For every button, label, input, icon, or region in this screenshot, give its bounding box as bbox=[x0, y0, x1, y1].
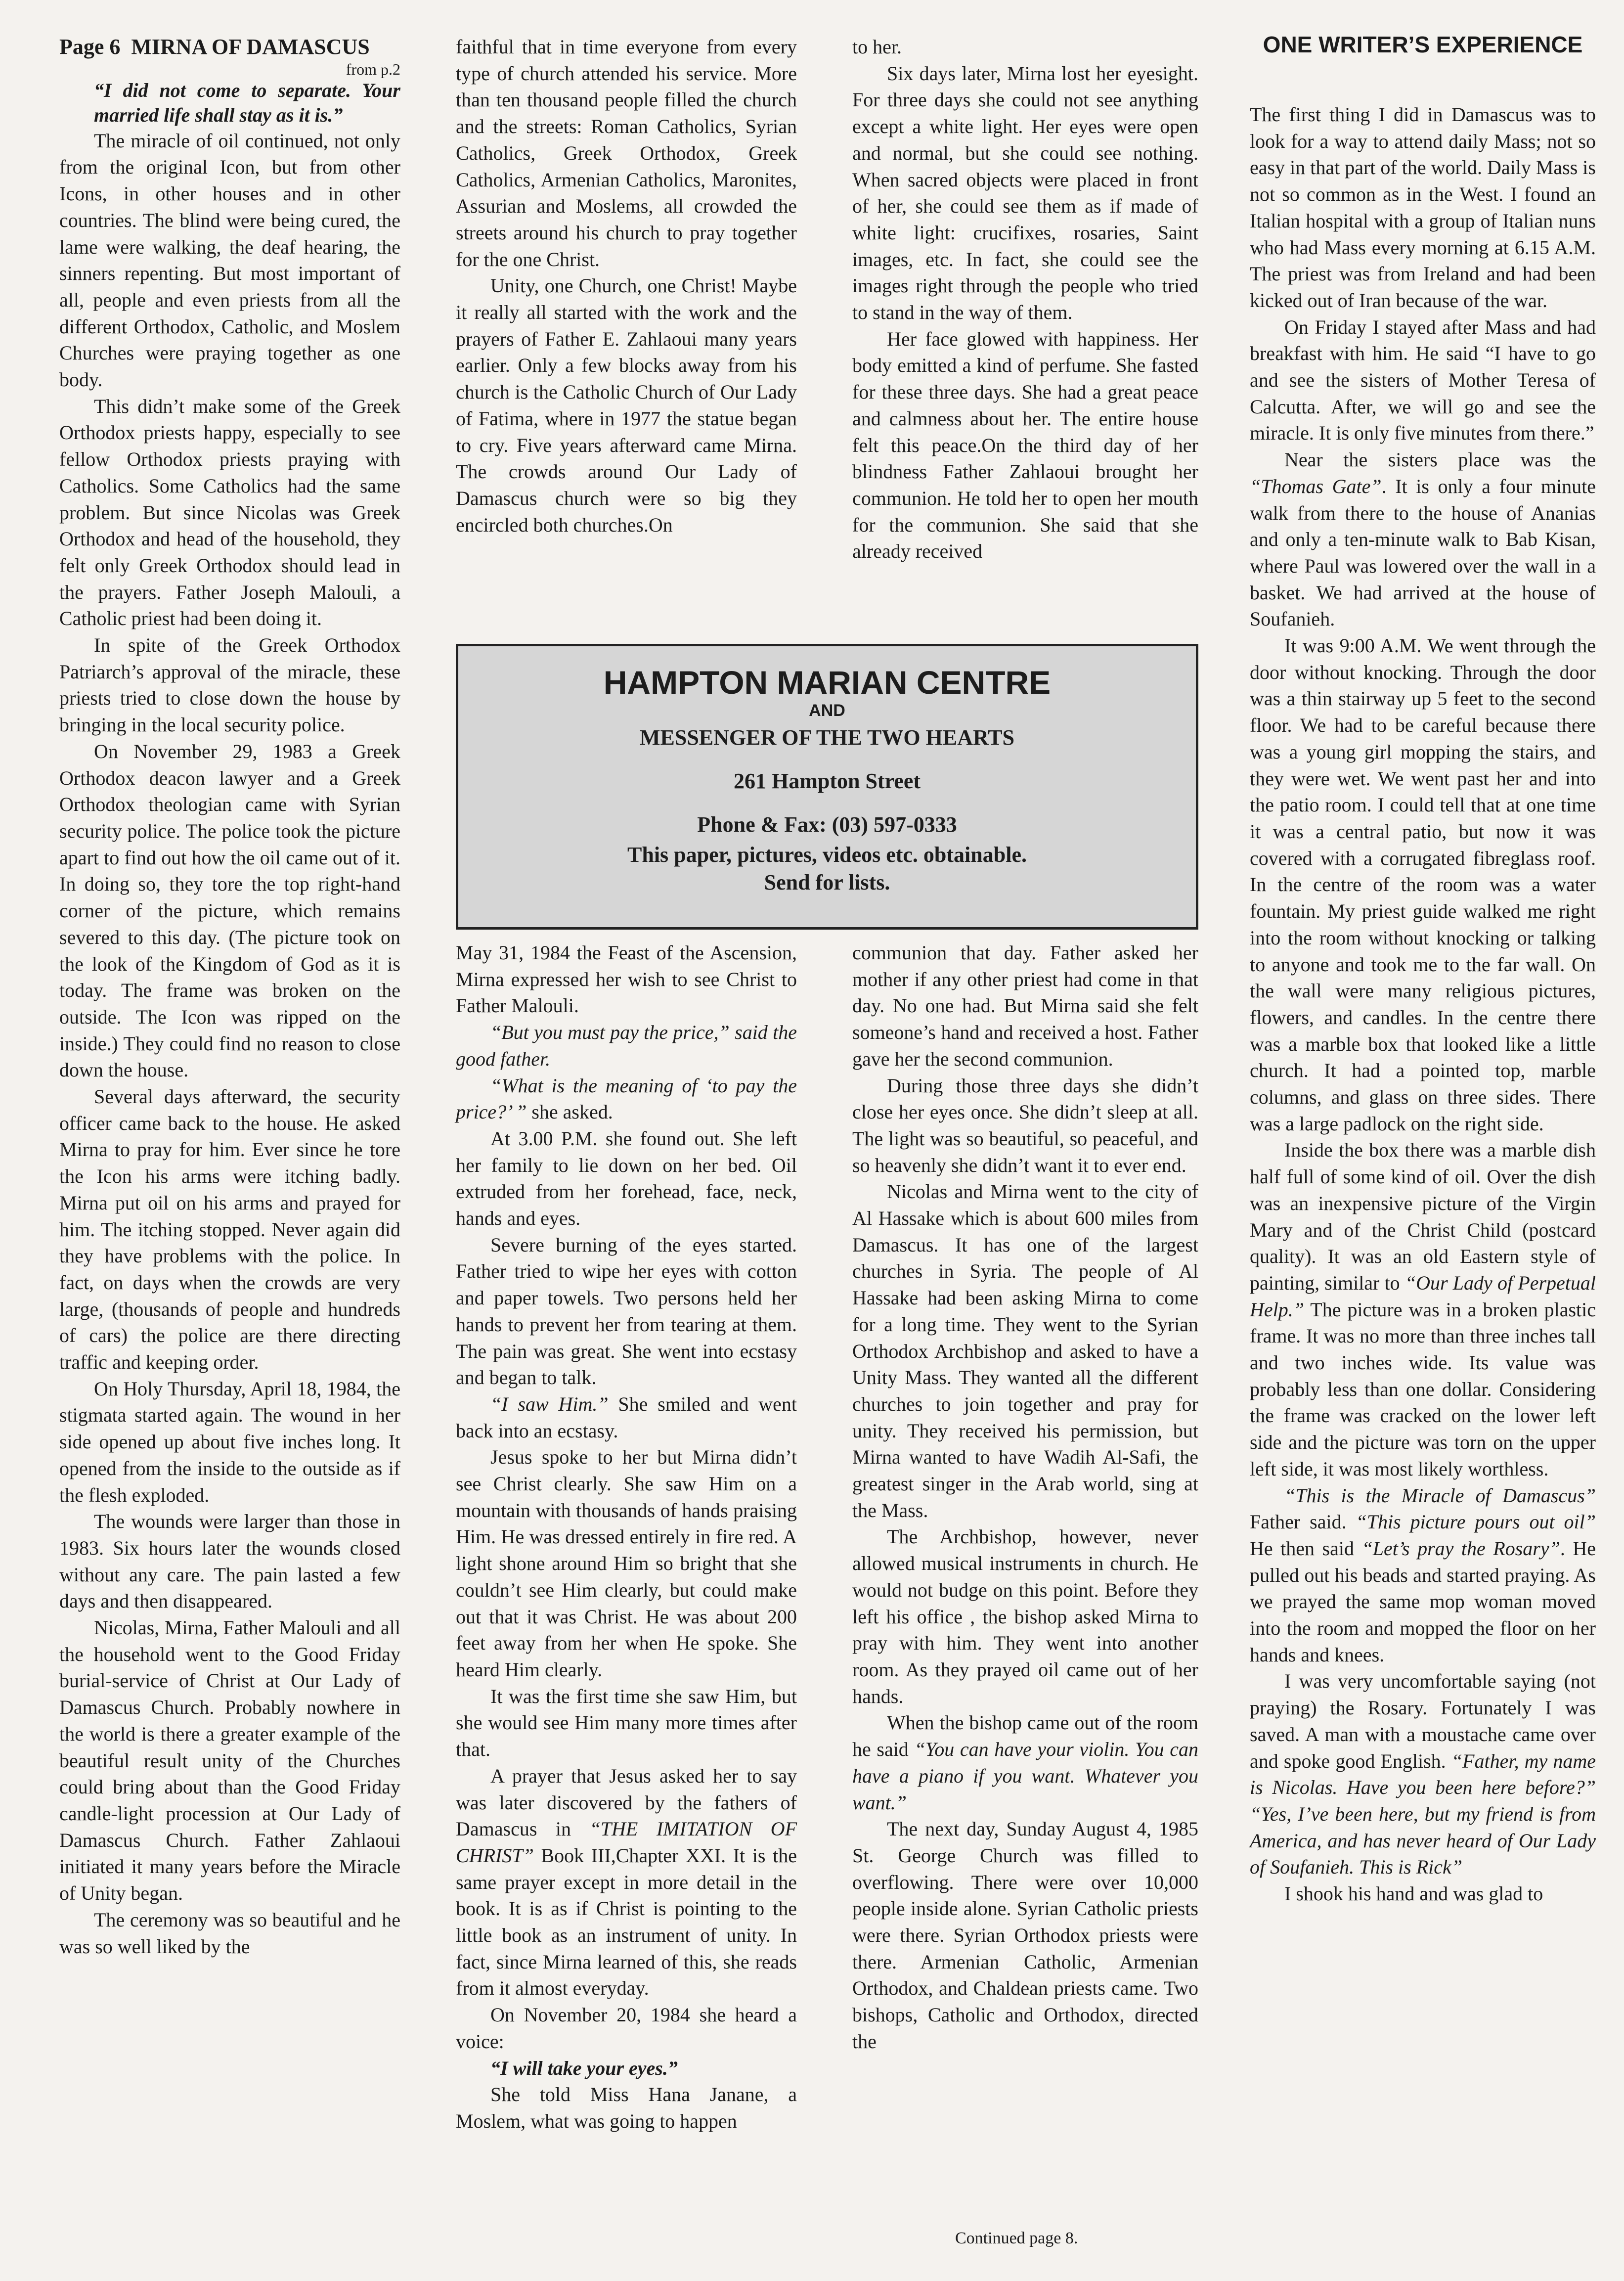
ad-subtitle: MESSENGER OF THE TWO HEARTS bbox=[639, 725, 1015, 750]
paragraph: This didn’t make some of the Greek Orthodox priests happy, especially to see fellow Orthodox priests praying with Catholics. Some Catholics had the same problem. But since Nicolas was Greek Orthodox and head of the household, they felt only Greek Orthodox should lead in the prayers. Father Joseph Malouli, a Catholic priest had been doing it. bbox=[59, 395, 400, 630]
paragraph: A prayer that Jesus asked her to say was later discovered by the fathers of Damascus in “THE IMITATION OF CHRIST” Book III,Chapter XXI. It is the same prayer except in more detail in the book. It is as if Christ is pointing to the little book as an instrument of unity. In fact, since Mirna learned of this, she reads from it almost everyday. bbox=[456, 1764, 797, 2000]
paragraph: Near the sisters place was the “Thomas Gate”. It is only a four minute walk from there to the house of Ananias and only a ten-minute walk to Bab Kisan, where Paul was lowered over the wall in a basket. We had arrived at the house of Soufanieh. bbox=[1250, 448, 1596, 630]
ad-phone: Phone & Fax: (03) 597-0333 bbox=[697, 812, 957, 837]
paragraph: During those three days she didn’t close her eyes once. She didn’t sleep at all. The light was so beautiful, so peaceful, and so heavenly she didn’t want it to ever end. bbox=[852, 1074, 1198, 1176]
column-3-bottom bbox=[852, 939, 1198, 2055]
paragraph: On Friday I stayed after Mass and had breakfast with him. He said “I have to go and see the sisters of Mother Teresa of Calcutta. After, we will go and see the miracle. It is only five minutes from there.” bbox=[1250, 315, 1596, 445]
paragraph: At 3.00 P.M. she found out. She left her family to lie down on her bed. Oil extruded from her forehead, face, neck, hands and eyes. bbox=[456, 1127, 797, 1230]
quote-italic: “Our Lady of Perpetual Help.” bbox=[1250, 1271, 1596, 1321]
page-folio bbox=[59, 34, 400, 60]
pull-quote: “I did not come to separate. Your married life shall stay as it is.” bbox=[94, 79, 400, 126]
quote bbox=[456, 2055, 797, 2082]
paragraph: “What is the meaning of ‘to pay the price?’ ” she asked. bbox=[456, 1074, 797, 1123]
quote-italic: “You can have your violin. You can have a piano if you want. Whatever you want.” bbox=[852, 1738, 1198, 1814]
paragraph: I was very uncomfortable saying (not praying) the Rosary. Fortunately I was saved. A man with a moustache came over and spoke good English. “Father, my name is Nicolas. Have you been here before?” “Yes, I’ve been here, but my friend is from America, and has never heard of Our Lady of Soufanieh. This is Rick” bbox=[1250, 1670, 1596, 1878]
quote-italic: “Thomas Gate” bbox=[1250, 475, 1382, 497]
ad-send-lists: Send for lists. bbox=[764, 870, 890, 895]
paragraph: Her face glowed with happiness. Her body emitted a kind of perfume. She fasted for these three days. She had a great peace and calmness about her. The entire house felt this peace.On the third day of her blindness Father Zahlaoui brought her communion. He told her to open her mouth for the communion. She said that she already received bbox=[852, 327, 1198, 563]
paragraph: Nicolas and Mirna went to the city of Al Hassake which is about 600 miles from Damascus. It has one of the largest churches in Syria. The people of Al Hassake had been asking Mirna to come for a long time. They went to the Syrian Orthodox Archbishop and asked to have a Unity Mass. They wanted all the different churches to join together and pray for unity. They received his permission, but Mirna wanted to have Wadih Al-Safi, the greatest singer in the Arab world, sing at the Mass. bbox=[852, 1180, 1198, 1521]
paragraph: The wounds were larger than those in 1983. Six hours later the wounds closed without any care. The pain lasted a few days and then disappeared. bbox=[59, 1510, 400, 1612]
book-title: “THE IMITATION OF CHRIST” bbox=[456, 1818, 797, 1867]
paragraph: On Holy Thursday, April 18, 1984, the stigmata started again. The wound in her side opened up about five inches long. It opened from the inside to the outside as if the flesh exploded. bbox=[59, 1377, 400, 1506]
paragraph: The next day, Sunday August 4, 1985 St. George Church was filled to overflowing. There were over 10,000 people inside alone. Syrian Catholic priests were there. Syrian Orthodox priests were there. Armenian Catholic, Armenian Orthodox, and Chaldean priests came. Two bishops, Catholic and Orthodox, directed the bbox=[852, 1818, 1198, 2053]
paragraph: Unity, one Church, one Christ! Maybe it really all started with the work and the prayers of Father E. Zahlaoui many years earlier. Only a few blocks away from his church is the Catholic Church of Our Lady of Fatima, where in 1977 the statue began to cry. Five years afterward came Mirna. The crowds around Our Lady of Damascus church were so big they encircled both churches.On bbox=[456, 274, 797, 536]
paragraph: Severe burning of the eyes started. Father tried to wipe her eyes with cotton and paper towels. Two persons held her hands to prevent her from tearing at them. The pain was great. She went into ecstasy and began to talk. bbox=[456, 1233, 797, 1389]
paragraph: On November 20, 1984 she heard a voice: bbox=[456, 2004, 797, 2053]
page-number: Page 6 bbox=[59, 35, 121, 59]
paragraph: It was 9:00 A.M. We went through the door without knocking. Through the door was a thin stairway up 5 feet to the second floor. We had to be careful because there was a young girl mopping the stairs, and they were wet. We went past her and into the patio room. I could tell that at one time it was a central patio, but now it was covered with a corrugated fibreglass roof. In the centre of the room was a water fountain. My priest guide walked me right into the room without knocking or talking to anyone and took me to the far wall. On the wall were many religious pictures, flowers, and candles. In the centre there was a marble box that looked like a little church. It had a pointed top, marble columns, and glass on three sides. There was a large padlock on the right side. bbox=[1250, 634, 1596, 1135]
paragraph: Several days afterward, the security officer came back to the house. He asked Mirna to pray for him. Ever since he tore the Icon his arms were itching badly. Mirna put oil on his arms and prayed for him. The itching stopped. Never again did they have problems with the police. In fact, on days when the crowds are very large, (thousands of people and hundreds of cars) the police are there directing traffic and keeping order. bbox=[59, 1085, 400, 1374]
paragraph: Jesus spoke to her but Mirna didn’t see Christ clearly. She saw Him on a mountain with thousands of hands praising Him. He was dressed entirely in fire red. A light shone around Him so bright that she couldn’t see Him clearly, but could make out that it was Christ. He was about 200 feet away from her when He spoke. She heard Him clearly. bbox=[456, 1446, 797, 1681]
paragraph: When the bishop came out of the room he said “You can have your violin. You can have a piano if you want. Whatever you want.” bbox=[852, 1711, 1198, 1814]
paragraph: to her. bbox=[852, 36, 902, 58]
advertisement-box bbox=[456, 644, 1198, 930]
ad-address: 261 Hampton Street bbox=[733, 769, 921, 793]
sidebar-heading: ONE WRITER’S EXPERIENCE bbox=[1263, 32, 1583, 57]
quote: “But you must pay the price,” said the good father. bbox=[456, 1021, 797, 1070]
paragraph: communion that day. Father asked her mother if any other priest had come in that day. No one had. But Mirna said she felt someone’s hand and received a host. Father gave her the second communion. bbox=[852, 941, 1198, 1070]
voice-quote: “I will take your eyes.” bbox=[490, 2057, 678, 2079]
paragraph: The Archbishop, however, never allowed musical instruments in church. He would not budge on this point. Before they left his office , the bishop asked Mirna to pray with him. They went into another room. As they prayed oil came out of her hands. bbox=[852, 1525, 1198, 1707]
ad-and: AND bbox=[809, 701, 845, 720]
paragraph: The first thing I did in Damascus was to look for a way to attend daily Mass; not so easy in that part of the world. Daily Mass is not so common as in the West. I found an Italian hospital with a group of Italian nuns who had Mass every morning at 6.15 A.M. The priest was from Ireland and had been kicked out of Iran because of the war. bbox=[1250, 103, 1596, 312]
quote-italic: “Father, my name is Nicolas. Have you been here before?” “Yes, I’ve been here, but my friend is from America, and has never heard of Our Lady of Soufanieh. This is Rick” bbox=[1250, 1749, 1596, 1878]
quote-italic: “I saw Him.” bbox=[490, 1392, 609, 1415]
column-2-bottom bbox=[456, 939, 797, 2135]
article-title: MIRNA OF DAMASCUS bbox=[131, 35, 370, 59]
paragraph: The ceremony was so beautiful and he was so well liked by the bbox=[59, 1908, 400, 1958]
paragraph: The miracle of oil continued, not only from the original Icon, but from other Icons, in other houses and in other countries. The blind were being cured, the lame were walking, the deaf hearing, the sinners repenting. But most important of all, people and even priests from all the different Orthodox, Catholic, and Moslem Churches were praying together as one body. bbox=[59, 129, 400, 391]
column-2-top bbox=[456, 34, 797, 538]
paragraph: Nicolas, Mirna, Father Malouli and all the household went to the Good Friday burial-service of Christ at Our Lady of Damascus Church. Probably nowhere in the world is there a greater example of the beautiful result unity of the Churches could bring about than the Good Friday candle-light procession at Our Lady of Damascus Church. Father Zahlaoui initiated it many years before the Miracle of Unity began. bbox=[59, 1616, 400, 1905]
ad-availability: This paper, pictures, videos etc. obtainable. bbox=[627, 843, 1027, 867]
paragraph: I shook his hand and was glad to bbox=[1284, 1882, 1543, 1905]
paragraph: Inside the box there was a marble dish half full of some kind of oil. Over the dish was an inexpensive picture of the Virgin Mary and of the Christ Child (postcard quality). It was an old Eastern style of painting, similar to “Our Lady of Perpetual Help.” The picture was in a broken plastic frame. It was no more than three inches tall and two inches wide. Its value was probably less than one dollar. Considering the frame was cracked on the lower left side and the picture was torn on the upper left side, it was most likely worthless. bbox=[1250, 1139, 1596, 1480]
continued-notice: Continued page 8. bbox=[955, 2229, 1078, 2247]
paragraph: It was the first time she saw Him, but she would see Him many more times after that. bbox=[456, 1685, 797, 1761]
column-3-top bbox=[852, 34, 1198, 565]
continued-from: from p.2 bbox=[346, 60, 400, 78]
paragraph: On November 29, 1983 a Greek Orthodox deacon lawyer and a Greek Orthodox theologian came with Syrian security police. The police took the picture apart to find out how the oil came out of it. In doing so, they tore the top right-hand corner of the picture, which remains severed to this day. (The picture took on the look of the Kingdom of God as it is today. The frame was broken on the outside. The Icon was ripped on the inside.) They could find no reason to close down the house. bbox=[59, 740, 400, 1081]
paragraph: She told Miss Hana Janane, a Moslem, what was going to happen bbox=[456, 2083, 797, 2132]
column-1 bbox=[59, 34, 400, 1960]
paragraph: Six days later, Mirna lost her eyesight. For three days she could not see anything except a white light. Her eyes were open and normal, but she could see nothing. When sacred objects were placed in front of her, she could see them as if made of white light: crucifixes, rosaries, Saint images, etc. In fact, she could see the images right through the people who tried to stand in the way of them. bbox=[852, 62, 1198, 324]
paragraph: In spite of the Greek Orthodox Patriarch’s approval of the miracle, these priests tried to close down the house by bringing in the local security police. bbox=[59, 634, 400, 736]
paragraph: May 31, 1984 the Feast of the Ascension, Mirna expressed her wish to see Christ to Father Malouli. bbox=[456, 941, 797, 1017]
ad-title: HAMPTON MARIAN CENTRE bbox=[603, 664, 1051, 701]
paragraph: faithful that in time everyone from every type of church attended his service. More than ten thousand people filled the church and the streets: Roman Catholics, Syrian Catholics, Greek Orthodox, Greek Catholics, Armenian Catholics, Maronites, Assurian and Moslems, all crowded the streets around his church to pray together for the one Christ. bbox=[456, 36, 797, 270]
column-4 bbox=[1250, 101, 1596, 1907]
paragraph: “I saw Him.” She smiled and went back into an ecstasy. bbox=[456, 1392, 797, 1442]
quote-italic: “What is the meaning of ‘to pay the price?’ ” bbox=[456, 1074, 797, 1123]
paragraph: “This is the Miracle of Damascus” Father said. “This picture pours out oil” He then said “Let’s pray the Rosary”. He pulled out his beads and started praying. As we prayed the same mop woman moved into the room and mopped the floor on her hands and knees. bbox=[1250, 1484, 1596, 1666]
